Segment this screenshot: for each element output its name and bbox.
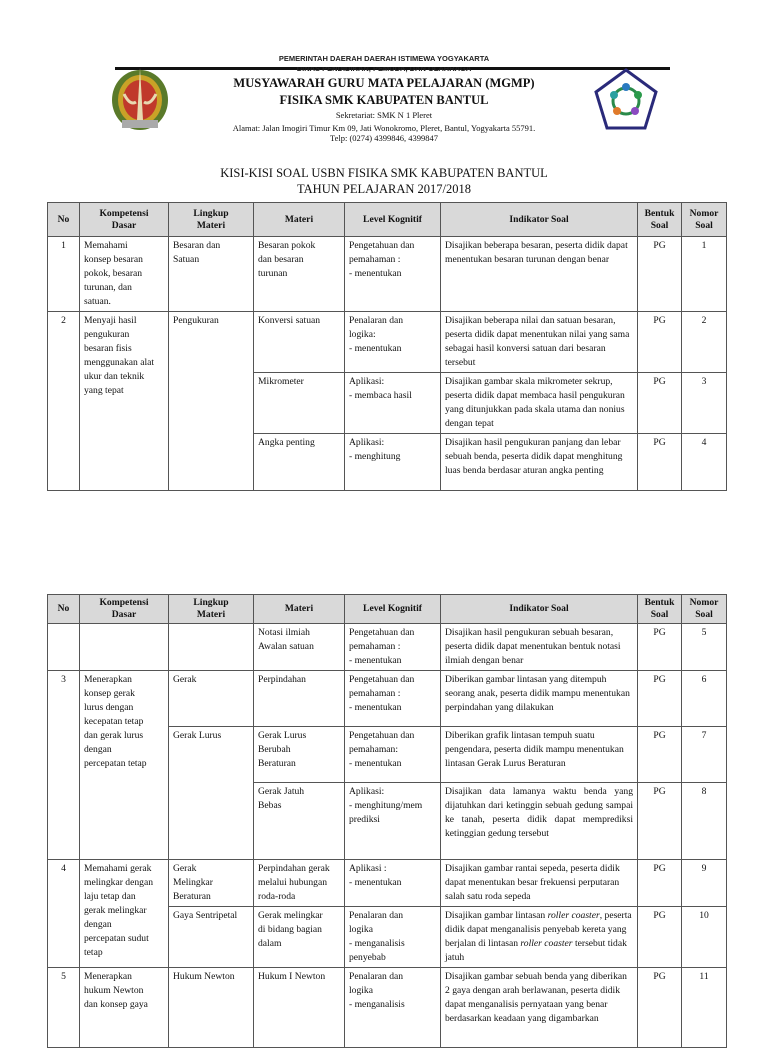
- cell-kd: Memahami gerak melingkar dengan laju tetap dan gerak melingkar dengan percepatan sudut tetap: [80, 860, 169, 968]
- cell-indikator: [441, 907, 638, 968]
- header-bentuk: Bentuk Soal: [638, 203, 682, 237]
- cell-bentuk: PG: [638, 312, 682, 373]
- cell-materi: Notasi ilmiah Awalan satuan: [254, 624, 345, 671]
- cell-bentuk: PG: [638, 434, 682, 491]
- cell-kd: Menyaji hasil pengukuran besaran fisis menggunakan alat ukur dan teknik yang tepat: [80, 312, 169, 491]
- cell-bentuk: PG: [638, 860, 682, 907]
- cell-level: Penalaran dan logika - menganalisis: [345, 968, 441, 1048]
- table-header-row: [48, 595, 727, 624]
- cell-lingkup: Gerak Melingkar Beraturan: [169, 860, 254, 907]
- cell-level: Aplikasi : - menentukan: [345, 860, 441, 907]
- cell-level: Penalaran dan logika: - menentukan: [345, 312, 441, 373]
- cell-materi: Mikrometer: [254, 373, 345, 434]
- cell-no: 4: [48, 860, 80, 968]
- header-materi: Materi: [254, 203, 345, 237]
- cell-bentuk: PG: [638, 907, 682, 968]
- province-emblem-logo: [106, 62, 174, 134]
- table-row: [48, 624, 727, 671]
- cell-level: Aplikasi: - membaca hasil: [345, 373, 441, 434]
- header-level: Level Kognitif: [345, 595, 441, 624]
- table-row: [48, 312, 727, 373]
- cell-materi: Konversi satuan: [254, 312, 345, 373]
- cell-nomor: 11: [682, 968, 727, 1048]
- cell-indikator: Disajikan gambar rantai sepeda, peserta didik dapat menentukan besar frekuensi perputaran salah satu roda sepeda: [441, 860, 638, 907]
- table-header-row: [48, 203, 727, 237]
- cell-no: 5: [48, 968, 80, 1048]
- header-indikator: Indikator Soal: [441, 203, 638, 237]
- cell-lingkup: [169, 624, 254, 671]
- table-row: [48, 968, 727, 1048]
- cell-kd: [80, 624, 169, 671]
- cell-bentuk: PG: [638, 671, 682, 727]
- header-lingkup: Lingkup Materi: [169, 203, 254, 237]
- cell-no: 3: [48, 671, 80, 860]
- cell-materi: Gerak Lurus Berubah Beraturan: [254, 727, 345, 783]
- header-nomor: Nomor Soal: [682, 595, 727, 624]
- indikator-text: , peserta didik dapat menganalisis penyebab kereta yang berjalan di lintasan: [445, 910, 632, 949]
- cell-level: Aplikasi: - menghitung/mem prediksi: [345, 783, 441, 860]
- cell-nomor: 4: [682, 434, 727, 491]
- cell-nomor: 9: [682, 860, 727, 907]
- document-subtitle: TAHUN PELAJARAN 2017/2018: [297, 182, 471, 196]
- kisi-kisi-table-1: [47, 202, 727, 491]
- cell-nomor: 3: [682, 373, 727, 434]
- cell-indikator: Disajikan gambar skala mikrometer sekrup, peserta didik dapat membaca hasil pengukuran yang ditunjukkan pada skala utama dan nonius dengan tepat: [441, 373, 638, 434]
- cell-level: Penalaran dan logika - menganalisis penyebab: [345, 907, 441, 968]
- cell-nomor: 10: [682, 907, 727, 968]
- cell-bentuk: PG: [638, 237, 682, 312]
- header-lingkup: Lingkup Materi: [169, 595, 254, 624]
- cell-lingkup: Hukum Newton: [169, 968, 254, 1048]
- cell-level: Pengetahuan dan pemahaman : - menentukan: [345, 624, 441, 671]
- cell-indikator: Disajikan beberapa nilai dan satuan besaran, peserta didik dapat menentukan nilai yang sama sebagai hasil konversi satuan dari besaran tersebut: [441, 312, 638, 373]
- cell-bentuk: PG: [638, 968, 682, 1048]
- cell-level: Pengetahuan dan pemahaman : - menentukan: [345, 671, 441, 727]
- header-no: No: [48, 203, 80, 237]
- org-name: MUSYAWARAH GURU MATA PELAJARAN (MGMP): [233, 76, 535, 90]
- cell-bentuk: PG: [638, 624, 682, 671]
- cell-no: 1: [48, 237, 80, 312]
- indikator-text: Disajikan gambar lintasan: [445, 910, 548, 921]
- cell-indikator: Disajikan hasil pengukuran panjang dan lebar sebuah benda, peserta didik dapat menghitung luas benda berdasar aturan angka penting: [441, 434, 638, 491]
- cell-lingkup: Besaran dan Satuan: [169, 237, 254, 312]
- header-kd: Kompetensi Dasar: [80, 203, 169, 237]
- secretariat: Sekretariat: SMK N 1 Pleret: [335, 110, 433, 120]
- cell-bentuk: PG: [638, 783, 682, 860]
- department-name: DINAS PENDIDIKAN, PEMUDA, DAN OLAHRAGA: [296, 67, 472, 73]
- indikator-italic: roller coaster: [520, 938, 573, 949]
- cell-indikator: Disajikan hasil pengukuran sebuah besaran, peserta didik dapat menentukan bentuk notasi ilmiah dengan benar: [441, 624, 638, 671]
- header-kd: Kompetensi Dasar: [80, 595, 169, 624]
- mgmp-fisika-logo: [594, 68, 658, 130]
- org-subname: FISIKA SMK KABUPATEN BANTUL: [279, 93, 489, 107]
- cell-indikator: Diberikan grafik lintasan tempuh suatu pengendara, peserta didik mampu menentukan lintasan Gerak Lurus Beraturan: [441, 727, 638, 783]
- cell-kd: Menerapkan hukum Newton dan konsep gaya: [80, 968, 169, 1048]
- cell-lingkup: Gerak Lurus: [169, 727, 254, 860]
- cell-nomor: 1: [682, 237, 727, 312]
- cell-materi: Angka penting: [254, 434, 345, 491]
- cell-no: [48, 624, 80, 671]
- address: Alamat: Jalan Imogiri Timur Km 09, Jati Wonokromo, Pleret, Bantul, Yogyakarta 55791.: [232, 123, 536, 133]
- table-row: [48, 860, 727, 907]
- cell-lingkup: Pengukuran: [169, 312, 254, 491]
- cell-indikator: Disajikan gambar sebuah benda yang diberikan 2 gaya dengan arah berlawanan, peserta didik dapat menganalisis pernyataan yang benar berdasarkan keadaan yang digambarkan: [441, 968, 638, 1048]
- header-indikator: Indikator Soal: [441, 595, 638, 624]
- cell-bentuk: PG: [638, 373, 682, 434]
- cell-level: Pengetahuan dan pemahaman: - menentukan: [345, 727, 441, 783]
- cell-level: Aplikasi: - menghitung: [345, 434, 441, 491]
- cell-indikator: Disajikan beberapa besaran, peserta didik dapat menentukan besaran turunan dengan benar: [441, 237, 638, 312]
- cell-indikator: Disajikan data lamanya waktu benda yang dijatuhkan dari ketinggin sebuah gedung sampai ke tanah, peserta didik dapat memprediksi ketinggian gedung tersebut: [441, 783, 638, 860]
- header-nomor: Nomor Soal: [682, 203, 727, 237]
- cell-nomor: 7: [682, 727, 727, 783]
- header-level: Level Kognitif: [345, 203, 441, 237]
- cell-level: Pengetahuan dan pemahaman : - menentukan: [345, 237, 441, 312]
- indikator-text: tersebut tidak jatuh: [445, 938, 627, 963]
- cell-no: 2: [48, 312, 80, 491]
- phone: Telp: (0274) 4399846, 4399847: [329, 133, 438, 143]
- gov-name: PEMERINTAH DAERAH DAERAH ISTIMEWA YOGYAKARTA: [278, 54, 490, 63]
- cell-bentuk: PG: [638, 727, 682, 783]
- header-bentuk: Bentuk Soal: [638, 595, 682, 624]
- cell-indikator: Diberikan gambar lintasan yang ditempuh seorang anak, peserta didik mampu menentukan perpindahan yang dilakukan: [441, 671, 638, 727]
- cell-kd: Memahami konsep besaran pokok, besaran turunan, dan satuan.: [80, 237, 169, 312]
- cell-nomor: 6: [682, 671, 727, 727]
- table-row: [48, 237, 727, 312]
- cell-kd: Menerapkan konsep gerak lurus dengan kecepatan tetap dan gerak lurus dengan percepatan tetap: [80, 671, 169, 860]
- cell-materi: Perpindahan gerak melalui hubungan roda-roda: [254, 860, 345, 907]
- document-title: KISI-KISI SOAL USBN FISIKA SMK KABUPATEN BANTUL: [220, 166, 548, 180]
- cell-lingkup: Gaya Sentripetal: [169, 907, 254, 968]
- cell-materi: Besaran pokok dan besaran turunan: [254, 237, 345, 312]
- cell-lingkup: Gerak: [169, 671, 254, 727]
- cell-nomor: 8: [682, 783, 727, 860]
- kisi-kisi-table-2: [47, 594, 727, 1048]
- indikator-italic: roller coaster: [547, 910, 600, 921]
- header-materi: Materi: [254, 595, 345, 624]
- table-row: [48, 671, 727, 727]
- header-no: No: [48, 595, 80, 624]
- cell-materi: Gerak melingkar di bidang bagian dalam: [254, 907, 345, 968]
- cell-materi: Hukum I Newton: [254, 968, 345, 1048]
- cell-nomor: 5: [682, 624, 727, 671]
- cell-nomor: 2: [682, 312, 727, 373]
- cell-materi: Gerak Jatuh Bebas: [254, 783, 345, 860]
- cell-materi: Perpindahan: [254, 671, 345, 727]
